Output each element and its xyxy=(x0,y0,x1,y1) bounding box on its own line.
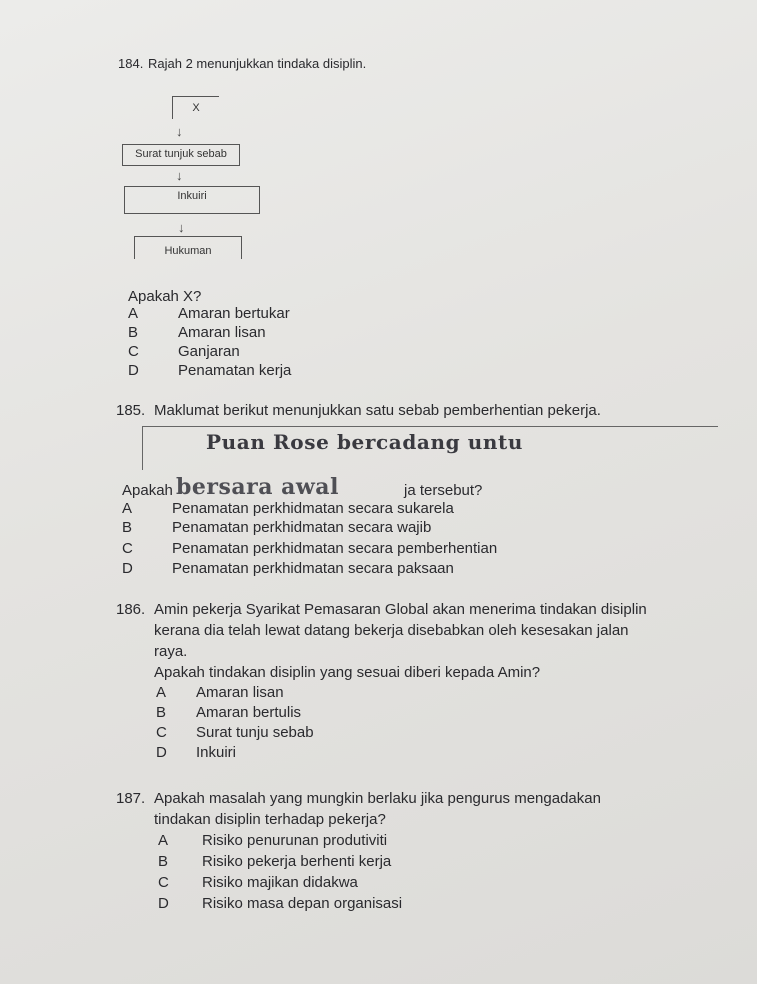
q184-option-a-text: Amaran bertukar xyxy=(178,305,290,322)
flow-box-inkuiri-label: Inkuiri xyxy=(177,190,207,202)
q184-option-b-letter: B xyxy=(128,324,139,341)
flow-box-surat xyxy=(122,144,240,166)
flow-box-hukuman-label: Hukuman xyxy=(164,245,212,257)
flow-box-hukuman xyxy=(134,236,242,259)
q184-option-a-letter: A xyxy=(128,305,139,322)
q187-option-b-text: Risiko pekerja berhenti kerja xyxy=(202,853,392,870)
q185-option-d-letter: D xyxy=(122,560,133,577)
q187-option-a-letter: A xyxy=(158,832,169,849)
q187-option-c-letter: C xyxy=(158,874,169,891)
q185-option-b-letter: B xyxy=(122,519,133,536)
q187-option-b-letter: B xyxy=(158,853,169,870)
flow-box-x xyxy=(172,96,219,119)
q185-stem: Maklumat berikut menunjukkan satu sebab pemberhentian pekerja. xyxy=(154,402,601,419)
flow-arrow-3-icon: ↓ xyxy=(178,220,185,235)
info-box-text: Puan Rose bercadang untu xyxy=(206,430,524,454)
q187-line1: Apakah masalah yang mungkin berlaku jika pengurus mengadakan xyxy=(154,790,601,807)
q185-option-c-letter: C xyxy=(122,540,133,557)
q186-option-c-text: Surat tunju sebab xyxy=(196,724,314,741)
q184-option-b-text: Amaran lisan xyxy=(178,324,266,341)
q185-overlay-text: bersara awal xyxy=(176,474,339,500)
q185-option-a-letter: A xyxy=(122,500,133,517)
q186-option-a-text: Amaran lisan xyxy=(196,684,284,701)
q187-option-a-text: Risiko penurunan produtiviti xyxy=(202,832,388,849)
q187-line2: tindakan disiplin terhadap pekerja? xyxy=(154,811,386,828)
q186-option-d-letter: D xyxy=(156,744,167,761)
q184-stem: Rajah 2 menunjukkan tindaka disiplin. xyxy=(148,56,367,71)
q184-number: 184. xyxy=(118,56,144,71)
q186-option-b-letter: B xyxy=(156,704,167,721)
q186-line1: Amin pekerja Syarikat Pemasaran Global akan menerima tindakan disiplin xyxy=(154,601,647,618)
q184-option-c-letter: C xyxy=(128,343,139,360)
q185-option-b-text: Penamatan perkhidmatan secara wajib xyxy=(172,519,432,536)
q185-question-end: ja tersebut? xyxy=(404,482,483,499)
q184-question: Apakah X? xyxy=(128,288,202,305)
q185-number: 185. xyxy=(116,402,146,419)
q187-option-c-text: Risiko majikan didakwa xyxy=(202,874,358,891)
q186-line2: kerana dia telah lewat datang bekerja disebabkan oleh kesesakan jalan xyxy=(154,622,629,639)
q186-option-a-letter: A xyxy=(156,684,167,701)
q186-question: Apakah tindakan disiplin yang sesuai diberi kepada Amin? xyxy=(154,664,541,681)
q186-option-b-text: Amaran bertulis xyxy=(196,704,302,721)
flow-box-surat-label: Surat tunjuk sebab xyxy=(135,148,227,160)
q185-option-d-text: Penamatan perkhidmatan secara paksaan xyxy=(172,560,454,577)
info-box-top-border xyxy=(142,426,718,427)
q186-option-c-letter: C xyxy=(156,724,167,741)
q185-question-start: Apakah xyxy=(122,482,173,499)
q184-option-d-text: Penamatan kerja xyxy=(178,362,292,379)
flow-arrow-1-icon: ↓ xyxy=(176,124,183,139)
q184-option-d-letter: D xyxy=(128,362,139,379)
flow-box-inkuiri xyxy=(124,186,260,214)
flow-arrow-2-icon: ↓ xyxy=(176,168,183,183)
q185-option-a-text: Penamatan perkhidmatan secara sukarela xyxy=(172,500,454,517)
info-box-left-border xyxy=(142,426,143,470)
q187-number: 187. xyxy=(116,790,146,807)
q187-option-d-letter: D xyxy=(158,895,169,912)
q185-option-c-text: Penamatan perkhidmatan secara pemberhentian xyxy=(172,540,498,557)
q187-option-d-text: Risiko masa depan organisasi xyxy=(202,895,403,912)
flow-box-x-label: X xyxy=(192,102,200,114)
q186-line3: raya. xyxy=(154,643,188,660)
q184-option-c-text: Ganjaran xyxy=(178,343,240,360)
q186-option-d-text: Inkuiri xyxy=(196,744,237,761)
q186-number: 186. xyxy=(116,601,146,618)
